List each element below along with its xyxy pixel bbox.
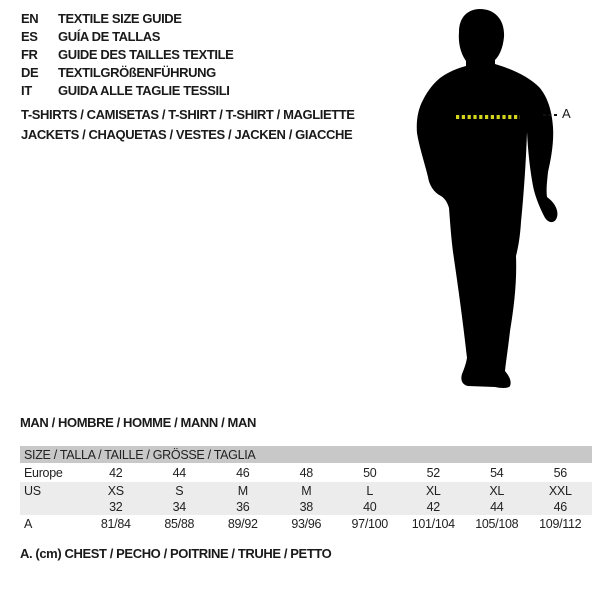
language-label: TEXTILGRÖßENFÜHRUNG bbox=[58, 65, 216, 80]
size-cell: 38 bbox=[275, 499, 339, 515]
table-header-row bbox=[20, 446, 592, 463]
size-cell: 54 bbox=[465, 463, 529, 482]
garment-line: JACKETS / CHAQUETAS / VESTES / JACKEN / GIACCHE bbox=[21, 127, 353, 142]
size-cell: XXL bbox=[529, 482, 593, 499]
size-cell: 105/108 bbox=[465, 515, 529, 533]
table-row-europe bbox=[20, 463, 592, 482]
size-cell: 46 bbox=[211, 463, 275, 482]
size-cell: 44 bbox=[465, 499, 529, 515]
table-row-chest bbox=[20, 515, 592, 533]
table-row-us-numbers bbox=[20, 499, 592, 515]
gender-heading: MAN / HOMBRE / HOMME / MANN / MAN bbox=[20, 415, 256, 430]
language-code: IT bbox=[21, 83, 32, 98]
row-label: US bbox=[20, 482, 84, 499]
size-cell: 34 bbox=[148, 499, 212, 515]
size-table bbox=[20, 446, 592, 533]
size-cell: 52 bbox=[402, 463, 466, 482]
size-cell: XL bbox=[465, 482, 529, 499]
language-code: FR bbox=[21, 47, 38, 62]
language-label: TEXTILE SIZE GUIDE bbox=[58, 11, 182, 26]
size-cell: 48 bbox=[275, 463, 339, 482]
size-cell: M bbox=[211, 482, 275, 499]
size-cell: 81/84 bbox=[84, 515, 148, 533]
language-code: DE bbox=[21, 65, 39, 80]
size-table-header: SIZE / TALLA / TAILLE / GRÖSSE / TAGLIA bbox=[20, 446, 592, 463]
size-cell: 32 bbox=[84, 499, 148, 515]
size-cell: 44 bbox=[148, 463, 212, 482]
size-cell: 97/100 bbox=[338, 515, 402, 533]
row-label: A bbox=[20, 515, 84, 533]
size-cell: L bbox=[338, 482, 402, 499]
size-cell: 46 bbox=[529, 499, 593, 515]
size-cell: 101/104 bbox=[402, 515, 466, 533]
size-cell: 109/112 bbox=[529, 515, 593, 533]
size-cell: 56 bbox=[529, 463, 593, 482]
language-label: GUIDE DES TAILLES TEXTILE bbox=[58, 47, 234, 62]
size-cell: M bbox=[275, 482, 339, 499]
size-cell: 93/96 bbox=[275, 515, 339, 533]
man-silhouette bbox=[417, 9, 558, 388]
garment-line: T-SHIRTS / CAMISETAS / T-SHIRT / T-SHIRT / MAGLIETTE bbox=[21, 107, 355, 122]
size-cell: 40 bbox=[338, 499, 402, 515]
language-label: GUIDA ALLE TAGLIE TESSILI bbox=[58, 83, 230, 98]
row-label bbox=[20, 499, 84, 515]
language-code: ES bbox=[21, 29, 38, 44]
table-row-us-letters bbox=[20, 482, 592, 499]
size-cell: XS bbox=[84, 482, 148, 499]
size-cell: 36 bbox=[211, 499, 275, 515]
size-cell: 85/88 bbox=[148, 515, 212, 533]
size-cell: 50 bbox=[338, 463, 402, 482]
size-cell: 89/92 bbox=[211, 515, 275, 533]
size-cell: XL bbox=[402, 482, 466, 499]
size-cell: S bbox=[148, 482, 212, 499]
measurement-label-a: A bbox=[562, 106, 571, 121]
measurement-footnote: A. (cm) CHEST / PECHO / POITRINE / TRUHE / PETTO bbox=[20, 546, 332, 561]
language-code: EN bbox=[21, 11, 39, 26]
row-label: Europe bbox=[20, 463, 84, 482]
size-cell: 42 bbox=[402, 499, 466, 515]
size-cell: 42 bbox=[84, 463, 148, 482]
language-label: GUÍA DE TALLAS bbox=[58, 29, 161, 44]
